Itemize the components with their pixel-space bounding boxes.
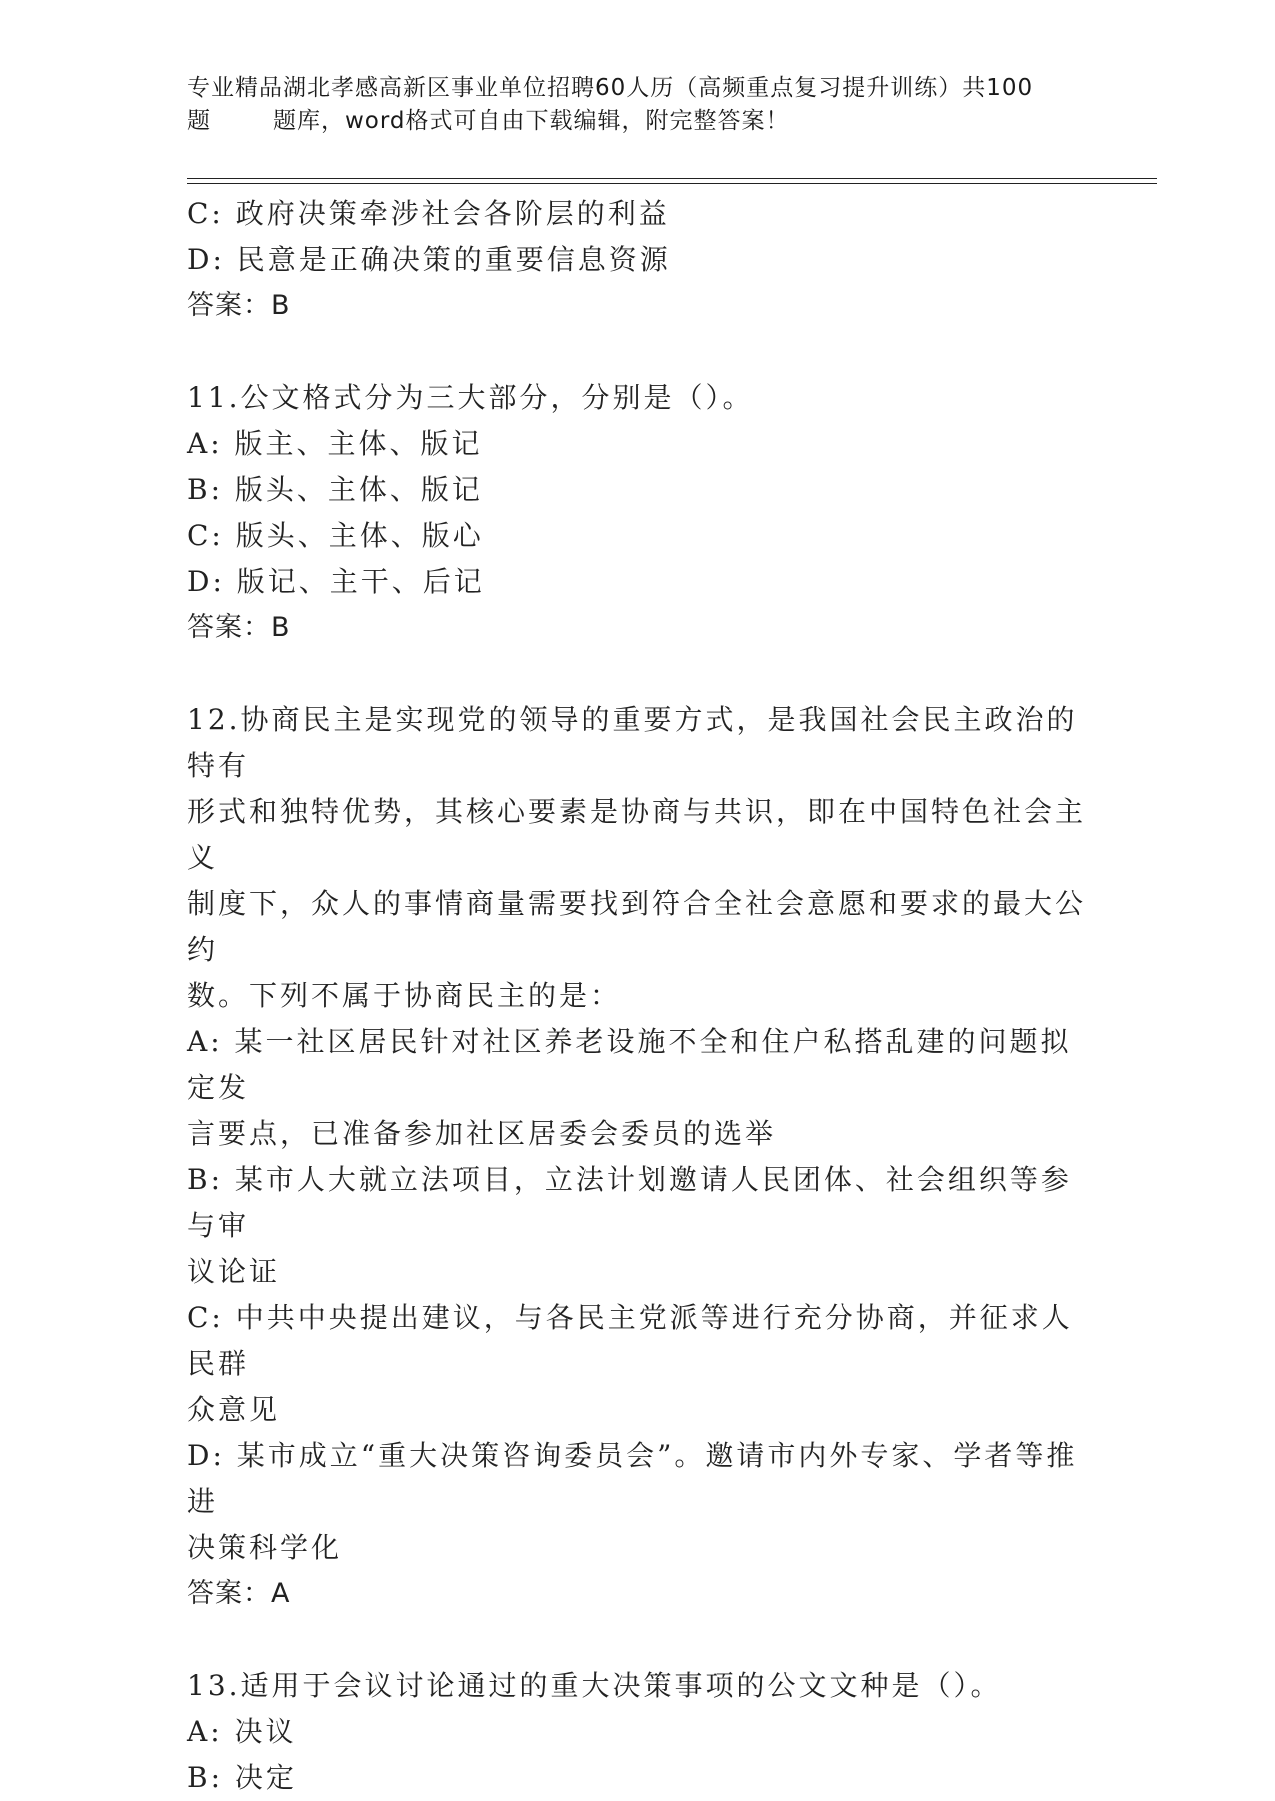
q10-answer: 答案：B [187, 290, 291, 321]
q11-option-b: B: 版头、主体、版记 [187, 473, 483, 506]
q12-stem-line1: 12.协商民主是实现党的领导的重要方式，是我国社会民主政治的特有 [187, 703, 1078, 782]
q11-option-a: A: 版主、主体、版记 [187, 427, 483, 460]
q10-option-d: D: 民意是正确决策的重要信息资源 [187, 243, 671, 276]
q12-option-b-line2: 议论证 [187, 1255, 281, 1288]
q12-option-a-line1: A: 某一社区居民针对社区养老设施不全和住户私搭乱建的问题拟定发 [187, 1025, 1072, 1104]
header-title-line2-b: 题库，word格式可自由下载编辑，附完整答案！ [273, 108, 790, 134]
q13-stem: 13.适用于会议讨论通过的重大决策事项的公文文种是（）。 [187, 1669, 1002, 1702]
header-title-line2 [187, 105, 1087, 138]
q12-option-d-line1: D: 某市成立“重大决策咨询委员会”。邀请市内外专家、学者等推进 [187, 1439, 1078, 1518]
document-body [187, 191, 1087, 1801]
q10-option-c: C: 政府决策牵涉社会各阶层的利益 [187, 197, 670, 230]
q12-stem-line3: 制度下，众人的事情商量需要找到符合全社会意愿和要求的最大公约 [187, 887, 1087, 966]
q12-option-d-line2: 决策科学化 [187, 1531, 343, 1564]
header-title-line1: 专业精品湖北孝感高新区事业单位招聘60人历（高频重点复习提升训练）共100 [187, 75, 1034, 101]
q12-stem-line4: 数。下列不属于协商民主的是： [187, 979, 622, 1012]
q11-option-c: C: 版头、主体、版心 [187, 519, 484, 552]
header-title-line2-a: 题 [187, 108, 211, 134]
header-divider-bottom [187, 183, 1157, 184]
q13-option-a: A: 决议 [187, 1715, 297, 1748]
page-header [187, 72, 1087, 138]
q11-option-d: D: 版记、主干、后记 [187, 565, 485, 598]
q12-answer: 答案：A [187, 1578, 291, 1609]
q12-option-c-line2: 众意见 [187, 1393, 281, 1426]
q12-stem-line2: 形式和独特优势，其核心要素是协商与共识，即在中国特色社会主义 [187, 795, 1087, 874]
q13-option-b: B: 决定 [187, 1761, 297, 1794]
q12-option-c-line1: C: 中共中央提出建议，与各民主党派等进行充分协商，并征求人民群 [187, 1301, 1073, 1380]
q12-option-a-line2: 言要点，已准备参加社区居委会委员的选举 [187, 1117, 777, 1150]
q12-option-b-line1: B: 某市人大就立法项目，立法计划邀请人民团体、社会组织等参与审 [187, 1163, 1072, 1242]
header-divider-top [187, 178, 1157, 179]
q11-answer: 答案：B [187, 612, 291, 643]
q11-stem: 11.公文格式分为三大部分，分别是（）。 [187, 381, 754, 414]
